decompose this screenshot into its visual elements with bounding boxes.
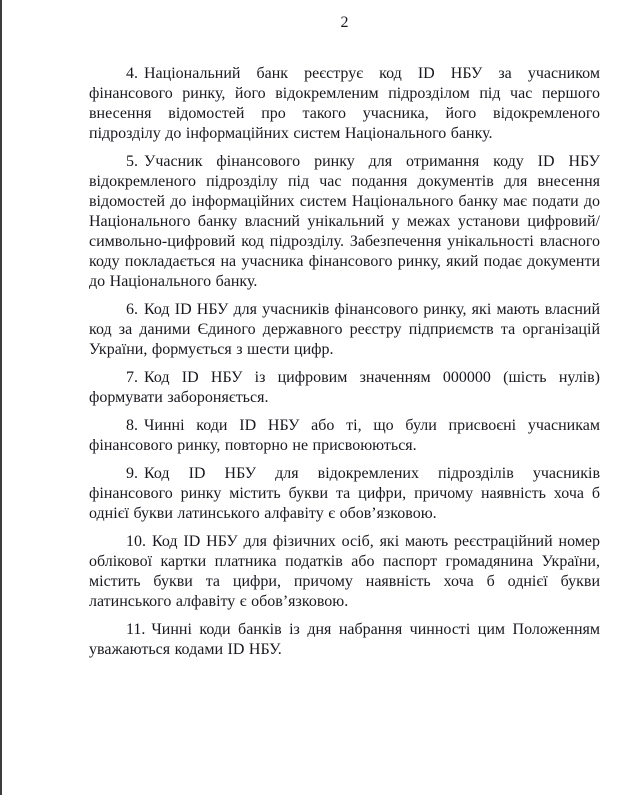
- paragraph-9: [89, 464, 600, 524]
- paragraph-11: [89, 620, 600, 660]
- paragraph-text: Код ID НБУ для учасників фінансового ринку, які мають власний код за даними Єдиного державного реєстру підприємств та організацій України, формується з шести цифр.: [89, 301, 600, 358]
- paragraph-number: 11.: [126, 621, 146, 638]
- document-content: [89, 0, 600, 668]
- paragraph-8: [89, 416, 600, 456]
- paragraph-5: [89, 152, 600, 292]
- paragraph-text: Чинні коди банків із дня набрання чинності цим Положенням уважаються кодами ID НБУ.: [89, 621, 600, 658]
- paragraph-text: Код ID НБУ із цифровим значенням 000000 (шість нулів) формувати забороняється.: [89, 369, 600, 406]
- page-number: 2: [340, 14, 349, 31]
- paragraph-6: [89, 300, 600, 360]
- page-left-edge-line: [0, 0, 2, 795]
- paragraph-10: [89, 532, 600, 612]
- paragraph-4: [89, 64, 600, 144]
- paragraph-number: 9.: [126, 465, 138, 482]
- paragraph-number: 7.: [126, 369, 138, 386]
- paragraph-text: Код ID НБУ для відокремлених підрозділів учасників фінансового ринку містить букви та цифри, причому наявність хоча б однієї букви латинського алфавіту є обов’язковою.: [89, 465, 600, 522]
- paragraph-number: 4.: [126, 65, 138, 82]
- paragraph-number: 8.: [126, 417, 138, 434]
- paragraph-text: Чинні коди ID НБУ або ті, що були присвоєні учасникам фінансового ринку, повторно не присвоюються.: [89, 417, 600, 454]
- paragraph-number: 5.: [126, 153, 138, 170]
- paragraph-text: Національний банк реєструє код ID НБУ за учасником фінансового ринку, його відокремленим підрозділом під час першого внесення відомостей про такого учасника, його відокремленого підрозділу до інформаційних систем Національного банку.: [89, 65, 600, 142]
- paragraph-number: 10.: [126, 533, 146, 550]
- paragraph-text: Код ID НБУ для фізичних осіб, які мають реєстраційний номер облікової картки платника податків або паспорт громадянина України, містить букви та цифри, причому наявність хоча б однієї букви латинського алфавіту є обов’язковою.: [89, 533, 600, 610]
- paragraph-text: Учасник фінансового ринку для отримання коду ID НБУ відокремленого підрозділу під час подання документів для внесення відомостей до інформаційних систем Національного банку має подати до Національного банку власний унікальний у межах установи цифровий/символьно-цифровий код підрозділу. Забезпечення унікальності власного коду покладається на учасника фінансового ринку, який подає документи до Національного банку.: [89, 153, 600, 290]
- paragraph-7: [89, 368, 600, 408]
- paragraph-number: 6.: [126, 301, 138, 318]
